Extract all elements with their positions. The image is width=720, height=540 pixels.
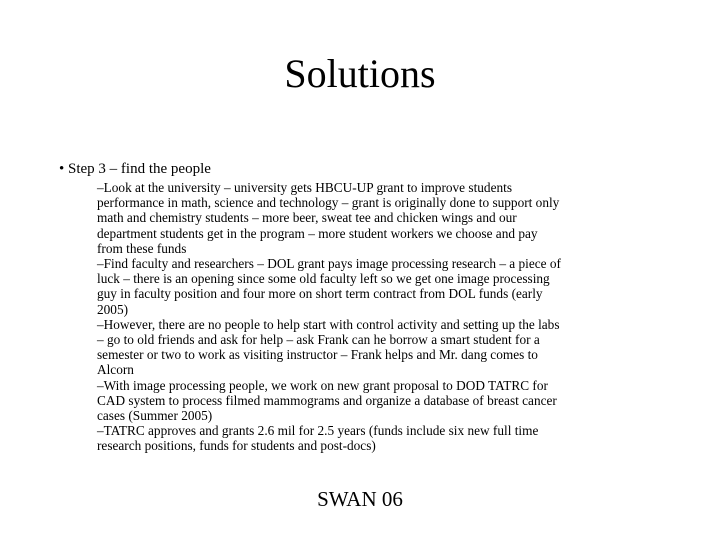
- sub-bullet-list: [97, 180, 662, 454]
- text-line: cases (Summer 2005): [97, 408, 213, 424]
- text-line: luck – there is an opening since some old faculty left so we get one image processing: [97, 271, 550, 287]
- text-line: – go to old friends and ask for help – ask Frank can he borrow a smart student for a: [97, 332, 540, 348]
- text-line: math and chemistry students – more beer, sweat tee and chicken wings and our: [97, 210, 517, 226]
- text-line: from these funds: [97, 240, 187, 256]
- text-line: –However, there are no people to help start with control activity and setting up the labs: [97, 316, 560, 332]
- text-line: –With image processing people, we work on new grant proposal to DOD TATRC for: [97, 377, 548, 393]
- slide-title: Solutions: [284, 51, 436, 96]
- sub-bullet-item: [97, 423, 662, 453]
- sub-bullet-item: [97, 180, 662, 256]
- sub-bullet-item: [97, 378, 662, 424]
- sub-bullet-item: [97, 317, 662, 378]
- text-line: department students get in the program – more student workers we choose and pay: [97, 225, 538, 241]
- text-line: guy in faculty position and four more on short term contract from DOL funds (early: [97, 286, 543, 302]
- text-line: –TATRC approves and grants 2.6 mil for 2.5 years (funds include six new full time: [97, 423, 539, 439]
- text-line: semester or two to work as visiting instructor – Frank helps and Mr. dang comes to: [97, 347, 538, 363]
- text-line: –Find faculty and researchers – DOL grant pays image processing research – a piece of: [97, 256, 561, 272]
- text-line: –Look at the university – university gets HBCU-UP grant to improve students: [97, 180, 512, 195]
- bullet-heading: • Step 3 – find the people: [59, 161, 211, 177]
- text-line: Alcorn: [97, 362, 134, 378]
- slide-footer: SWAN 06: [317, 487, 403, 511]
- sub-bullet-item: [97, 256, 662, 317]
- text-line: performance in math, science and technology – grant is originally done to support only: [97, 195, 560, 211]
- text-line: research positions, funds for students and post-docs): [97, 438, 376, 454]
- text-line: CAD system to process filmed mammograms and organize a database of breast cancer: [97, 392, 557, 408]
- text-line: 2005): [97, 301, 129, 317]
